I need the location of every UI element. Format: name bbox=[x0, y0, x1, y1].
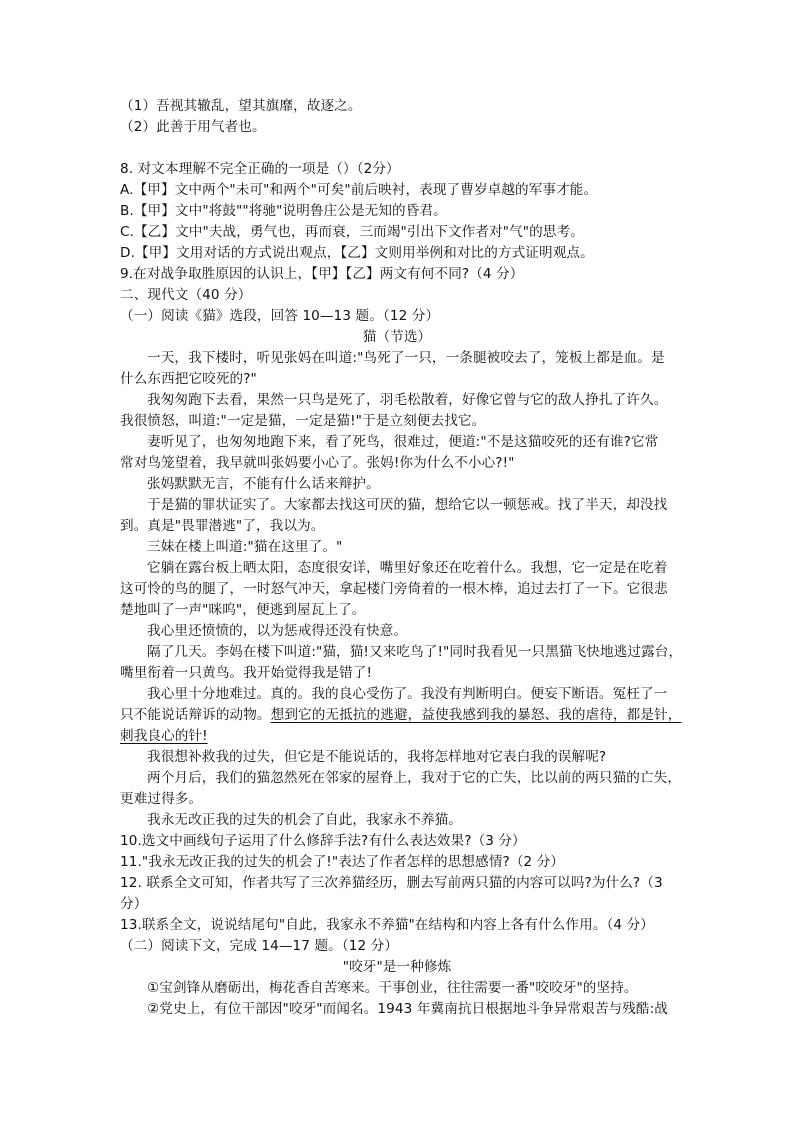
passage-line: 到。真是"畏罪潜逃"了，我以为。 bbox=[120, 518, 325, 534]
question-8: 8. 对文本理解不完全正确的一项是（）（2分） bbox=[120, 161, 400, 177]
passage-line: 三妹在楼上叫道:"猫在这里了。" bbox=[147, 539, 343, 555]
passage-line: 我永无改正我的过失的机会了自此，我家永不养猫。 bbox=[147, 812, 462, 828]
passage-line: 什么东西把它咬死的?" bbox=[120, 371, 257, 387]
question-9: 9.在对战争取胜原因的认识上，【甲】【乙】两文有何不同?（4 分） bbox=[120, 266, 524, 282]
question-10: 10.选文中画线句子运用了什么修辞手法?有什么表达效果?（3 分） bbox=[120, 833, 526, 849]
passage-text: 只不能说话辩诉的动物。 bbox=[120, 707, 271, 723]
question-12: 12. 联系全文可知，作者共写了三次养猫经历，删去写前两只猫的内容可以吗?为什么?（3 bbox=[120, 875, 663, 891]
section-heading: 二、现代文（40 分） bbox=[120, 287, 252, 303]
underlined-sentence: 刺我良心的针! bbox=[120, 728, 208, 744]
option-c: C.【乙】文中"夫战，勇气也，再而衰，三而竭"引出下文作者对"气"的思考。 bbox=[120, 224, 584, 240]
passage-line: ①宝剑锋从磨砺出，梅花香自苦寒来。干事创业，往往需要一番"咬咬牙"的坚持。 bbox=[147, 980, 638, 996]
passage-line: 我匆匆跑下去看，果然一只鸟是死了，羽毛松散着，好像它曾与它的敌人挣扎了许久。 bbox=[147, 392, 668, 408]
answer-line-2: （2）此善于用气者也。 bbox=[120, 119, 266, 135]
passage-line: 这可怜的鸟的腿了，一时怒气冲天，拿起楼门旁倚着的一根木棒，追过去打了一下。它很悲 bbox=[120, 581, 668, 597]
passage-line: 妻听见了，也匆匆地跑下来，看了死鸟，很难过，便道:"不是这猫咬死的还有谁?它常 bbox=[147, 434, 659, 450]
passage-line: 嘴里衔着一只黄鸟。我开始觉得我是错了! bbox=[120, 665, 373, 681]
passage-line: 两个月后，我们的猫忽然死在邻家的屋脊上，我对于它的亡失，比以前的两只猫的亡失， bbox=[147, 770, 682, 786]
passage-line: 常对鸟笼望着，我早就叫张妈要小心了。张妈!你为什么不小心?!" bbox=[120, 455, 515, 471]
passage-line: 我心里还愤愤的，以为惩戒得还没有快意。 bbox=[147, 623, 408, 639]
subsection-heading: （一）阅读《猫》选段，回答 10—13 题。（12 分） bbox=[120, 308, 440, 324]
question-11: 11."我永无改正我的过失的机会了!"表达了作者怎样的思想感情?（2 分） bbox=[120, 854, 565, 870]
passage-title: "咬牙"是一种修炼 bbox=[342, 959, 452, 975]
question-13: 13.联系全文，说说结尾句"自此，我家永不养猫"在结构和内容上各有什么作用。（4 分） bbox=[120, 917, 654, 933]
option-b: B.【甲】文中"将鼓""将驰"说明鲁庄公是无知的昏君。 bbox=[120, 203, 447, 219]
passage-title: 猫（节选） bbox=[362, 329, 432, 345]
passage-line: 隔了几天。李妈在楼下叫道:"猫，猫!又来吃鸟了!"同时我看见一只黑猫飞快地逃过露台， bbox=[147, 644, 683, 660]
passage-line: ②党史上，有位干部因"咬牙"而闻名。1943 年冀南抗日根据地斗争异常艰苦与残酷:战 bbox=[147, 1001, 668, 1017]
passage-line bbox=[0, 726, 794, 747]
passage-line-with-underline bbox=[0, 705, 794, 726]
passage-line: 我很愤怒，叫道:"一定是猫，一定是猫!"于是立刻便去找它。 bbox=[120, 413, 486, 429]
passage-line: 楚地叫了一声"咪呜"，便逃到屋瓦上了。 bbox=[120, 602, 366, 618]
passage-line: 更难过得多。 bbox=[120, 791, 203, 807]
option-d: D.【甲】文用对话的方式说出观点，【乙】文则用举例和对比的方式证明观点。 bbox=[120, 245, 594, 261]
question-12-cont: 分） bbox=[120, 896, 148, 912]
passage-line: 于是猫的罪状证实了。大家都去找这可厌的猫，想给它以一顿惩戒。找了半天，却没找 bbox=[147, 497, 668, 513]
answer-line-1: （1）吾视其辙乱，望其旗靡，故逐之。 bbox=[120, 98, 362, 114]
passage-line: 一天，我下楼时，听见张妈在叫道:"鸟死了一只，一条腿被咬去了，笼板上都是血。是 bbox=[147, 350, 665, 366]
passage-line: 张妈默默无言，不能有什么话来辩护。 bbox=[147, 476, 380, 492]
underlined-sentence: 想到它的无抵抗的逃避，益使我感到我的暴怒、我的虐待，都是针， bbox=[270, 707, 682, 723]
passage-line: 它躺在露台板上晒太阳，态度很安详，嘴里好象还在吃着什么。我想，它一定是在吃着 bbox=[147, 560, 668, 576]
passage-line: 我很想补救我的过失，但它是不能说话的，我将怎样地对它表白我的误解呢? bbox=[147, 749, 607, 765]
passage-line: 我心里十分地难过。真的。我的良心受伤了。我没有判断明白。便妄下断语。冤枉了一 bbox=[147, 686, 668, 702]
option-a: A.【甲】文中两个"未可"和两个"可矣"前后映衬，表现了曹岁卓越的军事才能。 bbox=[120, 182, 598, 198]
subsection-heading: （二）阅读下文，完成 14—17 题。（12 分） bbox=[120, 938, 399, 954]
